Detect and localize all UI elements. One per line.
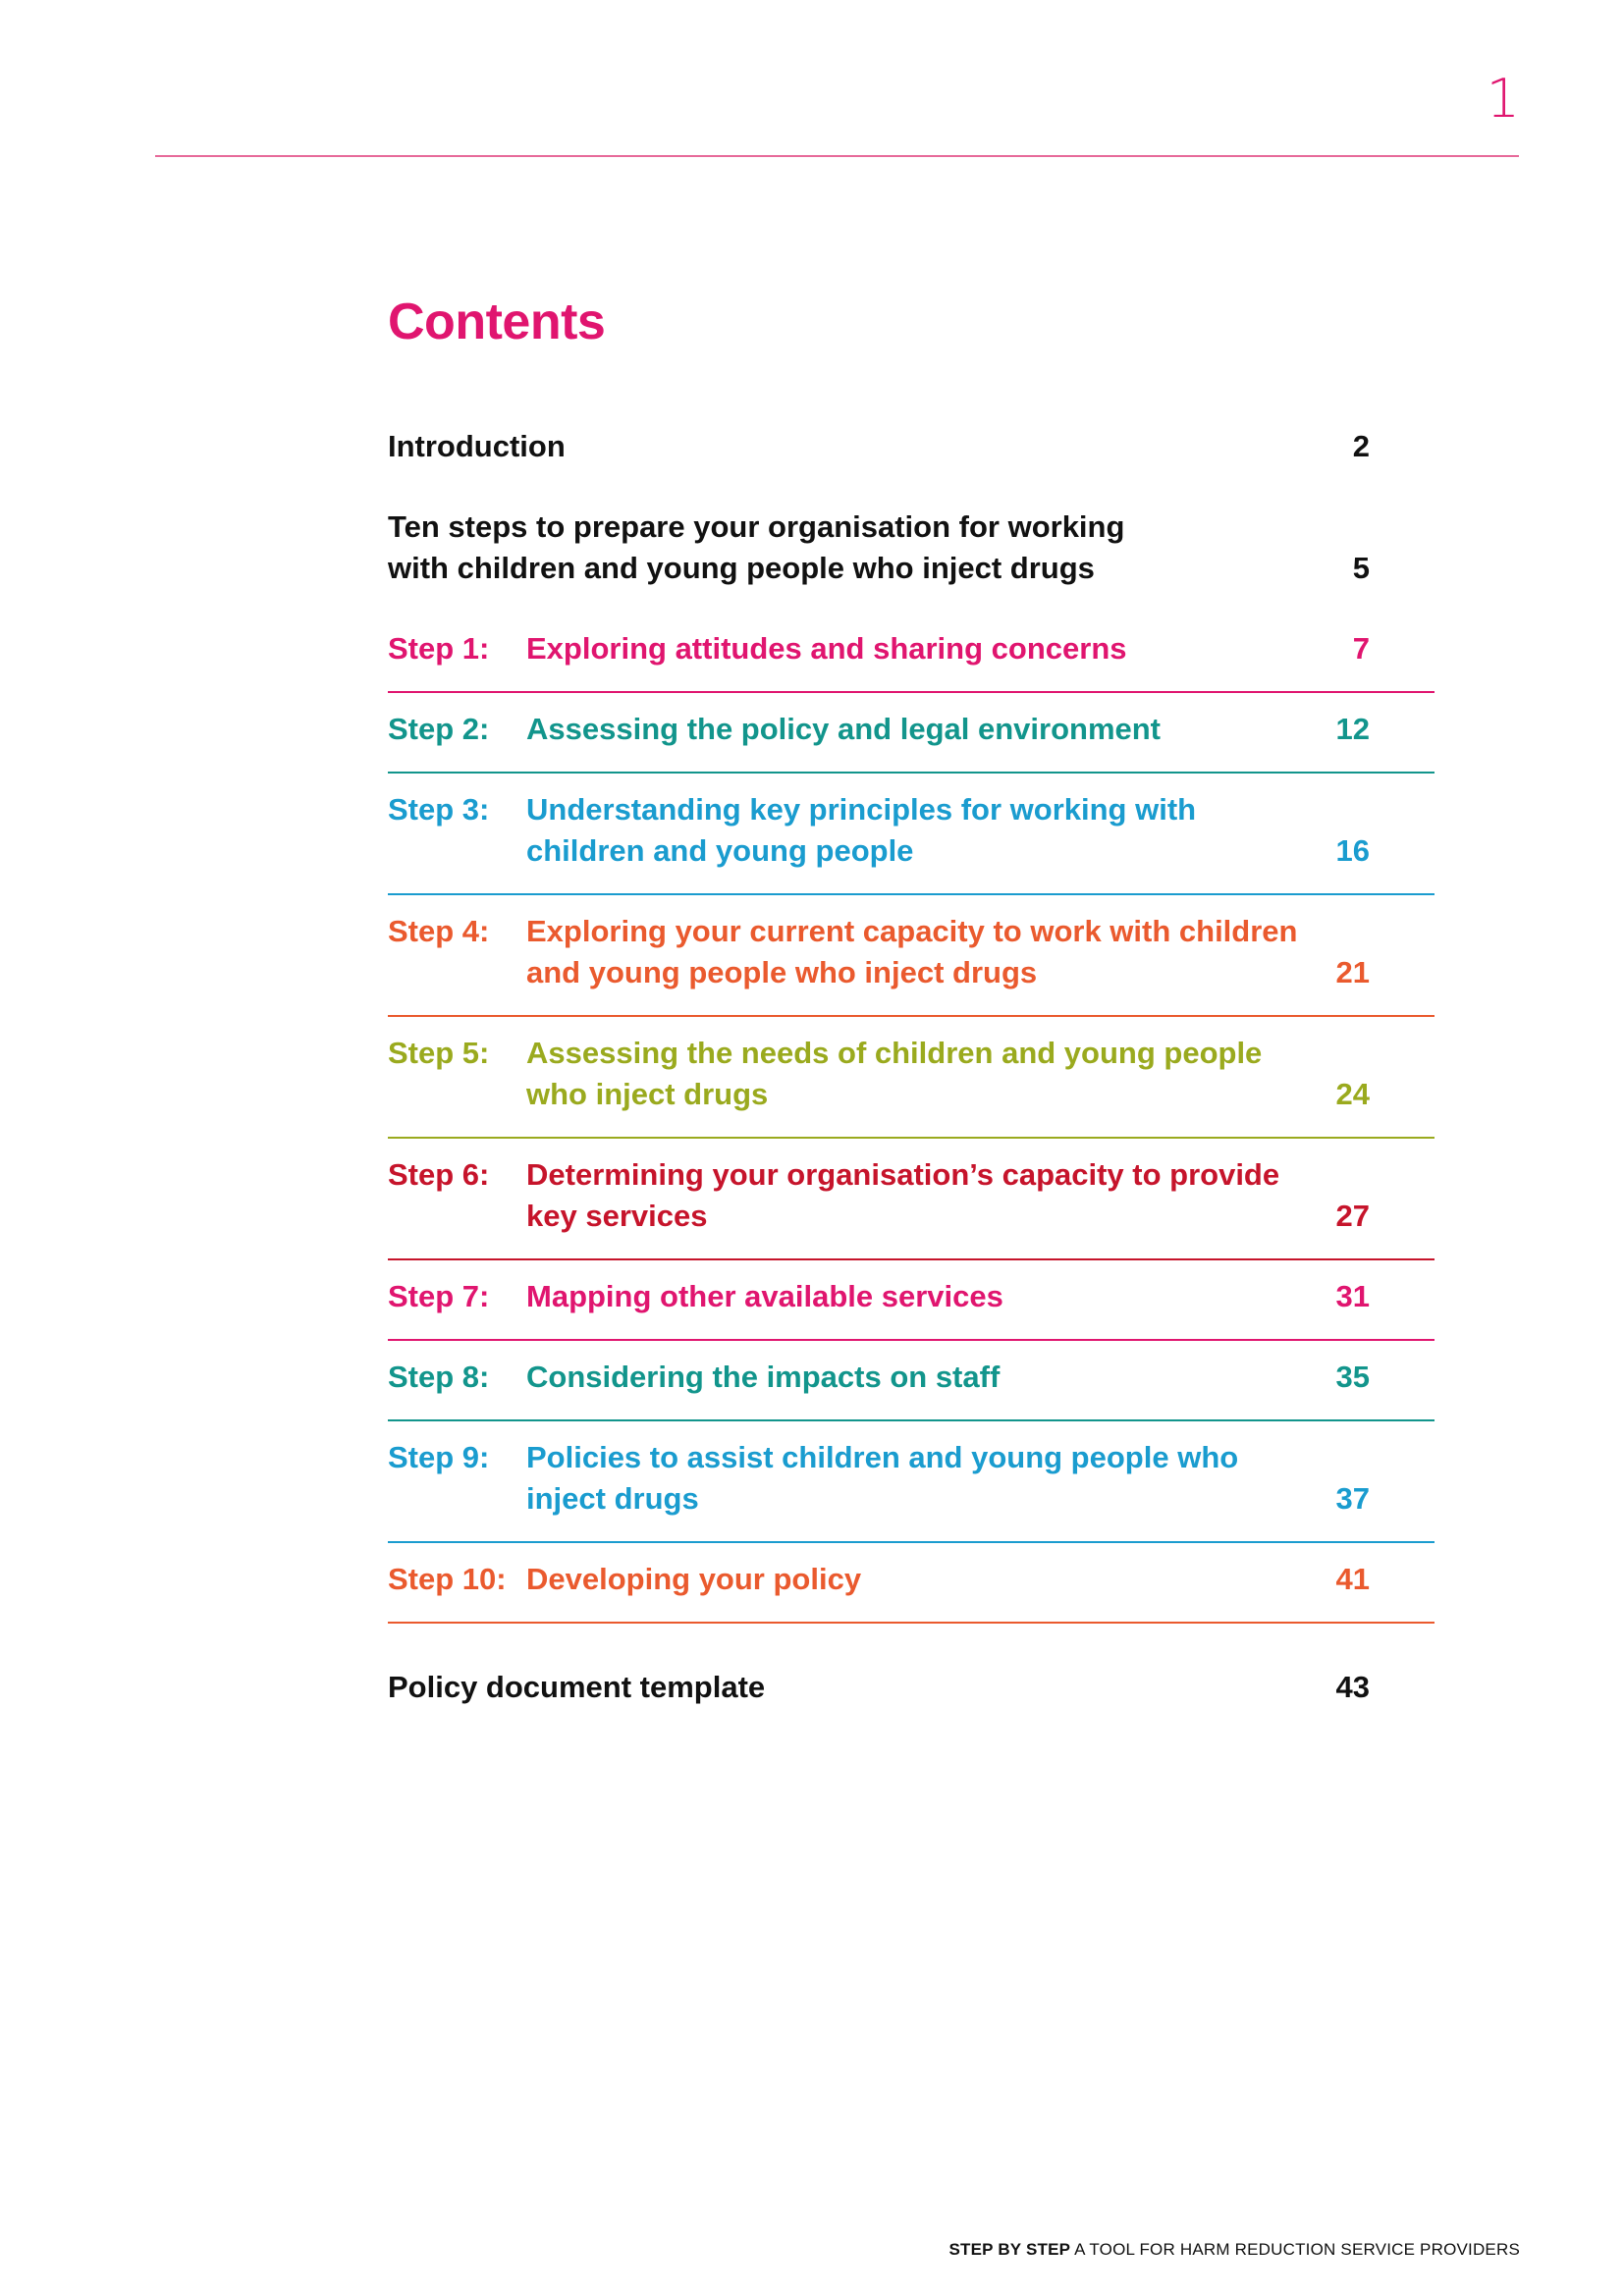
toc-entry-step-4[interactable]: [388, 911, 1435, 993]
toc-entry-page: 21: [1335, 955, 1370, 989]
toc-entry-title: Mapping other available services: [526, 1279, 1003, 1313]
step-divider: [388, 1137, 1435, 1139]
toc-entry-ten-steps[interactable]: [388, 507, 1435, 589]
step-label: Step 7:: [388, 1279, 490, 1313]
toc-entry-page: 7: [1352, 631, 1370, 666]
step-divider: [388, 1622, 1435, 1624]
footer-running-title: [949, 2240, 1520, 2260]
step-divider: [388, 691, 1435, 693]
toc-entry-title: Ten steps to prepare your organisation for working with children and young people who inject drugs: [388, 509, 1125, 585]
toc-entry-step-7[interactable]: [388, 1276, 1435, 1317]
toc-entry-step-8[interactable]: [388, 1357, 1435, 1398]
step-label: Step 8:: [388, 1360, 490, 1394]
step-divider: [388, 1015, 1435, 1017]
toc-entry-page: 16: [1335, 833, 1370, 868]
toc-entry-step-5[interactable]: [388, 1033, 1435, 1115]
step-label: Step 9:: [388, 1440, 490, 1474]
page-number: 1: [1486, 68, 1520, 130]
toc-entry-page: 2: [1352, 429, 1370, 463]
step-divider: [388, 1258, 1435, 1260]
step-label: Step 10:: [388, 1562, 507, 1596]
header-divider: [155, 155, 1519, 157]
toc-entry-page: 37: [1335, 1481, 1370, 1516]
toc-entry-title: Introduction: [388, 429, 566, 463]
toc-entry-page: 12: [1335, 712, 1370, 746]
footer-subtitle: A TOOL FOR HARM REDUCTION SERVICE PROVIDERS: [1070, 2240, 1520, 2259]
toc-entry-page: 41: [1335, 1562, 1370, 1596]
toc-entry-page: 35: [1335, 1360, 1370, 1394]
toc-entry-title: Determining your organisation’s capacity to provide key services: [526, 1157, 1280, 1233]
step-divider: [388, 772, 1435, 774]
toc-entry-introduction[interactable]: [388, 426, 1435, 467]
toc-entry-step-2[interactable]: [388, 709, 1435, 750]
toc-entry-page: 31: [1335, 1279, 1370, 1313]
toc-entry-title: Assessing the needs of children and young people who inject drugs: [526, 1036, 1263, 1111]
toc-entry-step-1[interactable]: [388, 628, 1435, 669]
toc-entry-step-3[interactable]: [388, 789, 1435, 872]
toc-entry-title: Understanding key principles for working with children and young people: [526, 792, 1197, 868]
toc-entry-step-9[interactable]: [388, 1437, 1435, 1520]
toc-entry-title: Policies to assist children and young people who inject drugs: [526, 1440, 1239, 1516]
step-label: Step 3:: [388, 792, 490, 827]
toc-entry-page: 5: [1352, 551, 1370, 585]
step-label: Step 1:: [388, 631, 490, 666]
toc-entry-title: Developing your policy: [526, 1562, 862, 1596]
page-title: Contents: [388, 294, 606, 350]
step-label: Step 4:: [388, 914, 490, 948]
toc-entry-page: 43: [1335, 1670, 1370, 1704]
toc-entry-policy-template[interactable]: [388, 1667, 1435, 1708]
toc-entry-page: 27: [1335, 1199, 1370, 1233]
toc-entry-title: Assessing the policy and legal environment: [526, 712, 1162, 746]
step-divider: [388, 893, 1435, 895]
toc-entry-title: Considering the impacts on staff: [526, 1360, 1001, 1394]
toc-entry-title: Exploring your current capacity to work with children and young people who inject drugs: [526, 914, 1298, 989]
toc-entry-step-10[interactable]: [388, 1559, 1435, 1600]
toc-entry-title: Policy document template: [388, 1670, 766, 1704]
toc-entry-page: 24: [1335, 1077, 1370, 1111]
toc-entry-step-6[interactable]: [388, 1154, 1435, 1237]
step-label: Step 6:: [388, 1157, 490, 1192]
step-divider: [388, 1339, 1435, 1341]
step-label: Step 2:: [388, 712, 490, 746]
step-divider: [388, 1419, 1435, 1421]
footer-brand: STEP BY STEP: [948, 2240, 1071, 2259]
step-label: Step 5:: [388, 1036, 490, 1070]
step-divider: [388, 1541, 1435, 1543]
toc-entry-title: Exploring attitudes and sharing concerns: [526, 631, 1127, 666]
